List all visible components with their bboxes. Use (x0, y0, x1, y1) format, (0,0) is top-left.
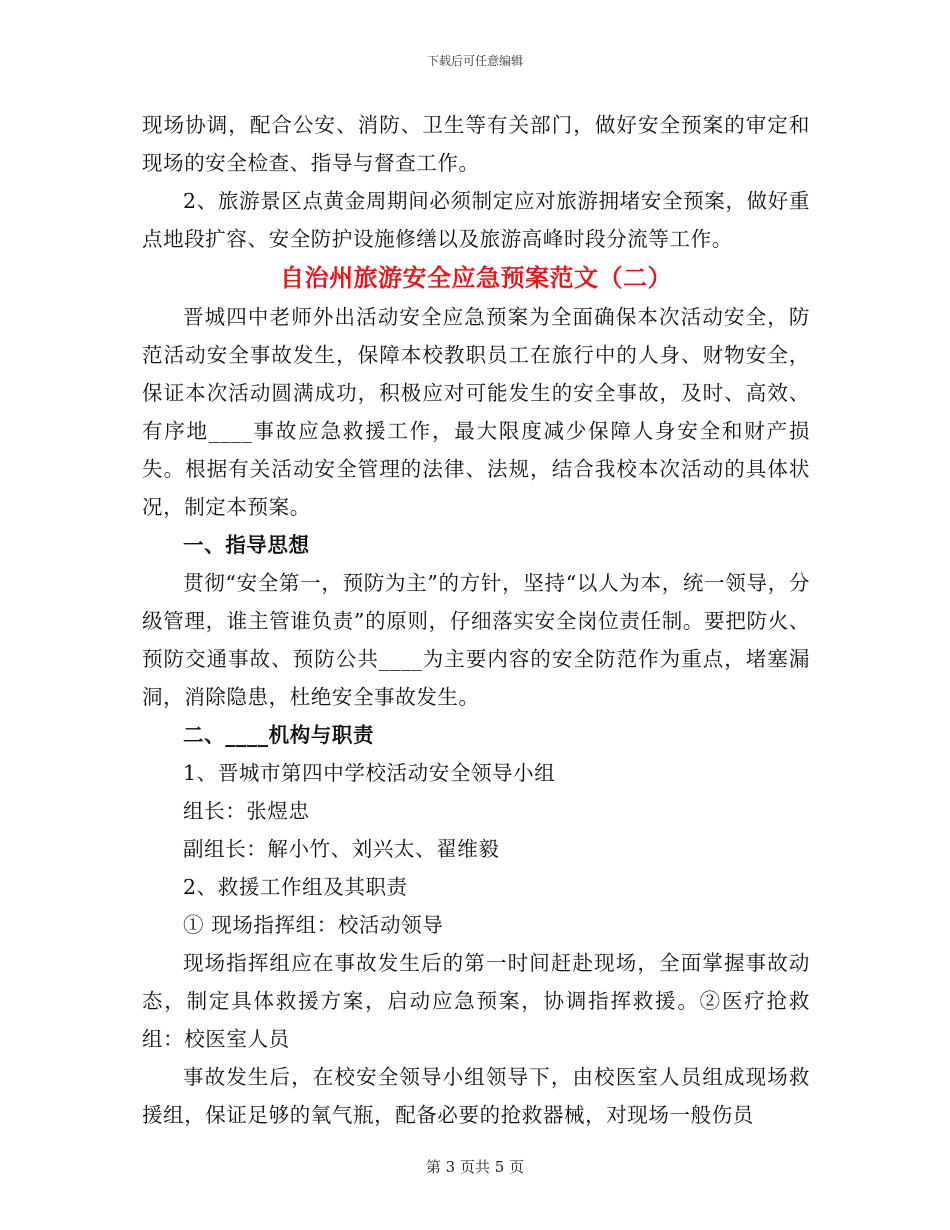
document-body (142, 106, 810, 1134)
paragraph-2: 2、旅游景区点黄金周期间必须制定应对旅游拥堵安全预案，做好重点地段扩容、安全防护设施修缮以及旅游高峰时段分流等工作。 (142, 189, 810, 251)
paragraph-10: 现场指挥组应在事故发生后的第一时间赶赴现场，全面掌握事故动态，制定具体救援方案，启动应急预案，协调指挥救援。②医疗抢救组：校医室人员 (142, 951, 810, 1051)
heading-organization: 二、____机构与职责 (183, 723, 375, 747)
paragraph-6: 组长：张煜忠 (183, 799, 310, 823)
paragraph-8: 2、救援工作组及其职责 (183, 875, 408, 899)
paragraph-5: 1、晋城市第四中学校活动安全领导小组 (183, 761, 556, 785)
paragraph-3: 晋城四中老师外出活动安全应急预案为全面确保本次活动安全，防范活动安全事故发生，保障本校教职员工在旅行中的人身、财物安全，保证本次活动圆满成功，积极应对可能发生的安全事故，及时、高效、有序地____事故应急救援工作，最大限度减少保障人身安全和财产损失。根据有关活动安全管理的法律、法规，结合我校本次活动的具体状况，制定本预案。 (142, 305, 810, 519)
paragraph-9: ① 现场指挥组：校活动领导 (183, 913, 444, 937)
paragraph-7: 副组长：解小竹、刘兴太、翟维毅 (183, 837, 500, 861)
section-title: 自治州旅游安全应急预案范文（二） (280, 263, 672, 292)
paragraph-1: 现场协调，配合公安、消防、卫生等有关部门，做好安全预案的审定和现场的安全检查、指导与督查工作。 (142, 113, 810, 175)
page-footer: 第 3 页共 5 页 (425, 1158, 525, 1176)
paragraph-11: 事故发生后，在校安全领导小组领导下，由校医室人员组成现场救援组，保证足够的氧气瓶，配备必要的抢救器械，对现场一般伤员 (142, 1065, 810, 1127)
heading-guiding-ideology: 一、指导思想 (183, 533, 310, 557)
paragraph-4: 贯彻“安全第一，预防为主”的方针，坚持“以人为本，统一领导，分级管理，谁主管谁负责”的原则，仔细落实安全岗位责任制。要把防火、预防交通事故、预防公共____为主要内容的安全防范作为重点，堵塞漏洞，消除隐患，杜绝安全事故发生。 (142, 571, 810, 709)
page-header: 下载后可任意编辑 (426, 54, 523, 68)
